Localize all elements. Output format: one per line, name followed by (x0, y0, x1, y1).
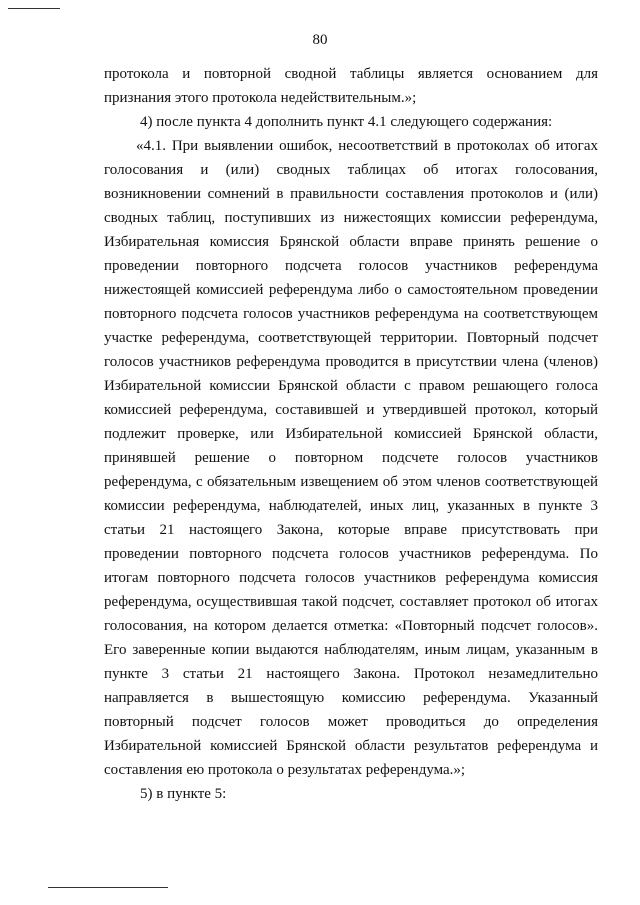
paragraph-continuation: протокола и повторной сводной таблицы является основанием для признания этого протокола недействительным.»; (104, 66, 598, 106)
paragraph-amendment-4: 4) после пункта 4 дополнить пункт 4.1 следующего содержания: (140, 114, 553, 130)
paragraph-amendment-5: 5) в пункте 5: (140, 786, 227, 802)
page-number: 80 (312, 32, 328, 48)
document-body (104, 62, 598, 806)
footnote-rule (48, 887, 168, 888)
paragraph-clause-4-1: «4.1. При выявлении ошибок, несоответствий в протоколах об итогах голосования и (или) сводных таблицах об итогах голосования, возникновении сомнений в правильности составления протоколов и (или) сводных таблиц, поступивших из нижестоящих комиссии референдума, Избирательная комиссия Брянской области вправе принять решение о проведении повторного подсчета голосов участников референдума нижестоящей комиссией референдума либо о самостоятельном проведении повторного подсчета голосов участников референдума на соответствующем участке референдума, соответствующей территории. Повторный подсчет голосов участников референдума проводится в присутствии члена (членов) Избирательной комиссии Брянской области с правом решающего голоса комиссией референдума, составившей и утвердившей протокол, который подлежит проверке, или Избирательной комиссией Брянской области, принявшей решение о повторном подсчете голосов участников референдума, с обязательным извещением об этом членов соответствующей комиссии референдума, наблюдателей, иных лиц, указанных в пункте 3 статьи 21 настоящего Закона, которые вправе присутствовать при проведении повторного подсчета голосов участников референдума. По итогам повторного подсчета голосов участников референдума комиссия референдума, осуществившая такой подсчет, составляет протокол об итогах голосования, на котором делается отметка: «Повторный подсчет голосов». Его заверенные копии выдаются наблюдателям, иным лицам, указанным в пункте 3 статьи 21 настоящего Закона. Протокол незамедлительно направляется в вышестоящую комиссию референдума. Указанный повторный подсчет голосов может проводиться до определения Избирательной комиссией Брянской области результатов референдума и составления ею протокола о результатах референдума.»; (104, 138, 598, 778)
top-margin-rule (8, 8, 60, 9)
